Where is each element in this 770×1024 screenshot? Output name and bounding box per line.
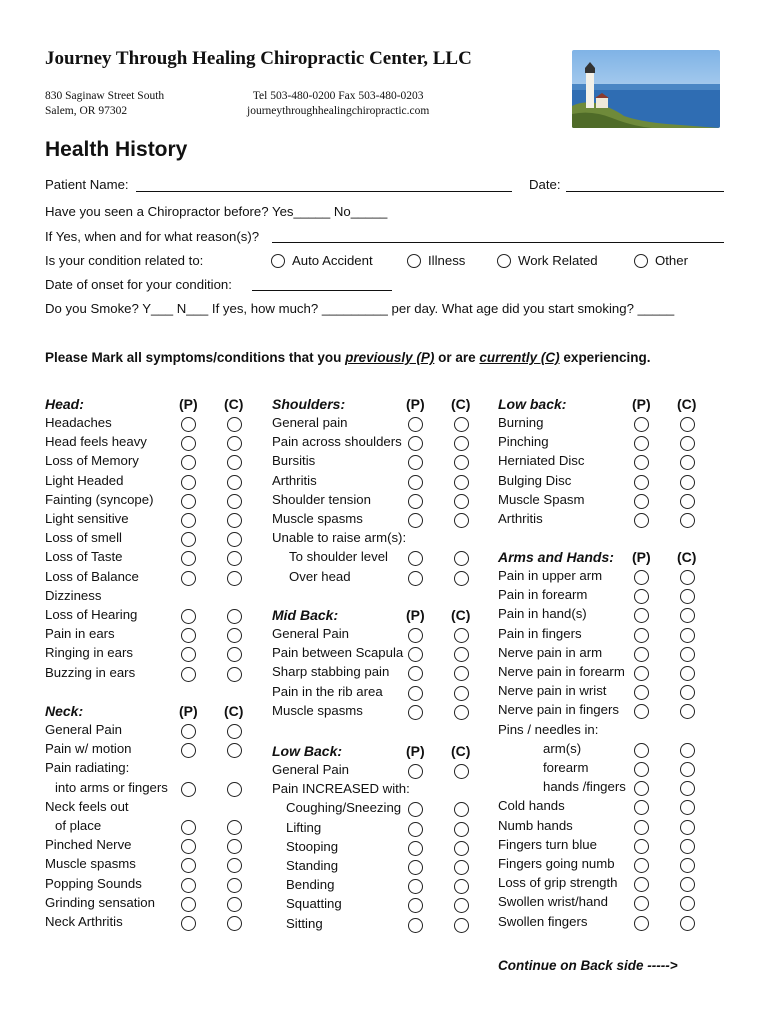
symptom-label: Pain across shoulders <box>272 434 402 450</box>
symptom-p-radio[interactable] <box>181 647 196 662</box>
symptom-label: forearm <box>543 760 589 775</box>
symptom-c-radio[interactable] <box>454 475 469 490</box>
symptom-label: General Pain <box>272 626 349 641</box>
symptom-c-radio[interactable] <box>680 589 695 604</box>
symptom-label: Numb hands <box>498 817 573 833</box>
symptom-p-radio[interactable] <box>181 571 196 586</box>
symptom-c-radio[interactable] <box>680 513 695 528</box>
symptom-label: Shoulder tension <box>272 491 371 507</box>
symptom-p-radio[interactable] <box>408 666 423 681</box>
symptom-label: Neck feels out <box>45 798 129 814</box>
symptom-label: Swollen fingers <box>498 913 588 929</box>
symptom-label: Muscle spasms <box>45 856 136 872</box>
symptom-p-radio[interactable] <box>408 860 423 875</box>
symptom-p-radio[interactable] <box>634 896 649 911</box>
practice-title: Journey Through Healing Chiropractic Center, LLC <box>45 48 472 69</box>
section-title-arms_hands: Arms and Hands: <box>498 549 614 565</box>
condition-option-label: Illness <box>428 253 466 268</box>
phone-fax: Tel 503-480-0200 Fax 503-480-0203 <box>252 90 424 102</box>
condition-option-other[interactable] <box>634 253 688 268</box>
col-header-c: (C) <box>224 703 244 719</box>
symptom-c-radio[interactable] <box>227 743 242 758</box>
symptom-p-radio[interactable] <box>408 551 423 566</box>
symptom-p-radio[interactable] <box>181 551 196 566</box>
condition-label: Is your condition related to: <box>45 253 204 268</box>
symptom-p-radio[interactable] <box>181 436 196 451</box>
symptom-c-radio[interactable] <box>454 841 469 856</box>
symptom-label: Arthritis <box>272 472 317 488</box>
date-field[interactable] <box>566 191 724 192</box>
symptom-label: Loss of Balance <box>45 568 139 584</box>
symptom-p-radio[interactable] <box>408 436 423 451</box>
symptom-p-radio[interactable] <box>408 898 423 913</box>
symptom-label: Loss of grip strength <box>498 875 618 891</box>
symptom-label: Cold hands <box>498 798 565 814</box>
symptom-label: Sitting <box>286 915 323 931</box>
symptom-c-radio[interactable] <box>680 436 695 451</box>
symptom-label: Loss of smell <box>45 530 122 546</box>
symptom-p-radio[interactable] <box>634 685 649 700</box>
symptom-p-radio[interactable] <box>181 628 196 643</box>
symptom-c-radio[interactable] <box>454 879 469 894</box>
col-header-p: (P) <box>406 607 425 623</box>
symptom-p-radio[interactable] <box>181 897 196 912</box>
symptom-label: Neck Arthritis <box>45 914 123 929</box>
symptom-label: Fingers going numb <box>498 856 615 871</box>
symptom-c-radio[interactable] <box>227 897 242 912</box>
symptom-label: Pain between Scapula <box>272 645 404 661</box>
symptom-c-radio[interactable] <box>454 417 469 432</box>
condition-option-work[interactable] <box>497 253 598 268</box>
symptom-label: Bending <box>286 877 335 893</box>
instructions <box>45 350 650 365</box>
symptom-c-radio[interactable] <box>680 647 695 662</box>
symptom-p-radio[interactable] <box>408 822 423 837</box>
symptom-c-radio[interactable] <box>680 666 695 681</box>
symptom-label: Fainting (syncope) <box>45 491 154 507</box>
symptom-label: Light sensitive <box>45 511 129 526</box>
symptom-label: Squatting <box>286 896 342 912</box>
symptom-p-radio[interactable] <box>408 475 423 490</box>
symptom-label: Muscle spasms <box>272 702 363 718</box>
symptom-p-radio[interactable] <box>634 570 649 585</box>
symptom-c-radio[interactable] <box>454 666 469 681</box>
if-yes-label: If Yes, when and for what reason(s)? <box>45 229 260 244</box>
symptom-c-radio[interactable] <box>680 858 695 873</box>
symptom-label: Burning <box>498 415 544 430</box>
section-title-head: Head: <box>45 396 84 412</box>
symptom-p-radio[interactable] <box>408 764 423 779</box>
contact-block <box>247 89 429 119</box>
symptom-label: Bulging Disc <box>498 472 572 488</box>
symptom-p-radio[interactable] <box>634 916 649 931</box>
symptom-p-radio[interactable] <box>634 820 649 835</box>
symptom-label: Loss of Taste <box>45 549 123 565</box>
symptom-c-radio[interactable] <box>680 475 695 490</box>
symptom-c-radio[interactable] <box>454 571 469 586</box>
symptom-c-radio[interactable] <box>680 896 695 911</box>
symptom-label: Pain in hand(s) <box>498 606 587 622</box>
address-line2: Salem, OR 97302 <box>45 105 128 117</box>
symptom-c-radio[interactable] <box>227 532 242 547</box>
symptom-label: Headaches <box>45 415 112 430</box>
symptom-label: Unable to raise arm(s): <box>272 530 407 546</box>
symptom-label: Loss of Hearing <box>45 607 138 622</box>
symptom-c-radio[interactable] <box>680 608 695 623</box>
symptom-p-radio[interactable] <box>634 436 649 451</box>
symptom-p-radio[interactable] <box>634 513 649 528</box>
symptom-label: Nerve pain in forearm <box>498 664 625 679</box>
symptom-p-radio[interactable] <box>181 417 196 432</box>
symptom-label: Nerve pain in fingers <box>498 702 619 718</box>
instr-prefix: Please Mark all symptoms/conditions that you <box>45 350 346 365</box>
col-header-p: (P) <box>406 396 425 412</box>
instr-previously: previously (P) <box>345 350 435 365</box>
symptom-c-radio[interactable] <box>227 878 242 893</box>
symptom-c-radio[interactable] <box>454 898 469 913</box>
symptom-p-radio[interactable] <box>408 628 423 643</box>
section-title-neck: Neck: <box>45 703 84 719</box>
symptom-p-radio[interactable] <box>634 455 649 470</box>
section-title-low_back_right: Low back: <box>498 396 567 412</box>
col-header-c: (C) <box>451 743 471 759</box>
col-header-p: (P) <box>179 396 198 412</box>
symptom-p-radio[interactable] <box>634 647 649 662</box>
smoke-question[interactable]: Do you Smoke? Y___ N___ If yes, how much? _________ per day. What age did you start smoking? _____ <box>45 301 675 316</box>
symptom-c-radio[interactable] <box>227 551 242 566</box>
symptom-c-radio[interactable] <box>680 916 695 931</box>
address-line1: 830 Saginaw Street South <box>45 90 165 102</box>
symptom-p-radio[interactable] <box>181 532 196 547</box>
symptom-label: Head feels heavy <box>45 434 147 450</box>
symptom-p-radio[interactable] <box>181 878 196 893</box>
symptom-c-radio[interactable] <box>454 647 469 662</box>
symptom-c-radio[interactable] <box>227 436 242 451</box>
symptom-label: Loss of Memory <box>45 453 139 469</box>
symptom-p-radio[interactable] <box>181 839 196 854</box>
onset-field[interactable] <box>252 290 392 291</box>
symptom-label: into arms or fingers <box>55 779 168 795</box>
symptom-label: Pain w/ motion <box>45 741 132 757</box>
symptom-p-radio[interactable] <box>634 800 649 815</box>
symptom-c-radio[interactable] <box>680 455 695 470</box>
symptom-label: Pain in forearm <box>498 587 588 603</box>
symptom-p-radio[interactable] <box>634 743 649 758</box>
symptom-p-radio[interactable] <box>181 494 196 509</box>
instr-currently: currently (C) <box>479 350 560 365</box>
symptom-c-radio[interactable] <box>680 704 695 719</box>
symptom-label: Pins / needles in: <box>498 721 599 737</box>
symptom-label: Over head <box>289 568 351 584</box>
symptom-p-radio[interactable] <box>408 571 423 586</box>
symptom-p-radio[interactable] <box>408 455 423 470</box>
symptom-c-radio[interactable] <box>454 513 469 528</box>
symptom-c-radio[interactable] <box>227 494 242 509</box>
instr-suffix: experiencing. <box>559 350 651 365</box>
patient-name-label: Patient Name: <box>45 177 129 192</box>
symptom-label: Nerve pain in arm <box>498 644 603 660</box>
symptom-p-radio[interactable] <box>634 628 649 643</box>
symptom-p-radio[interactable] <box>634 781 649 796</box>
condition-option-illness[interactable] <box>407 253 465 268</box>
symptom-p-radio[interactable] <box>181 782 196 797</box>
symptom-c-radio[interactable] <box>454 436 469 451</box>
symptom-label: To shoulder level <box>289 549 388 565</box>
symptom-c-radio[interactable] <box>227 571 242 586</box>
radio-icon[interactable] <box>634 254 648 268</box>
symptom-c-radio[interactable] <box>680 685 695 700</box>
symptom-label: Pain in ears <box>45 626 115 642</box>
if-yes-field[interactable] <box>272 242 724 243</box>
symptom-p-radio[interactable] <box>181 858 196 873</box>
symptom-c-radio[interactable] <box>680 494 695 509</box>
symptom-c-radio[interactable] <box>680 781 695 796</box>
col-header-p: (P) <box>406 743 425 759</box>
col-header-c: (C) <box>451 396 471 412</box>
symptom-label: Ringing in ears <box>45 645 133 661</box>
continue-note: Continue on Back side -----> <box>498 958 678 973</box>
date-label: Date: <box>529 177 561 192</box>
symptom-p-radio[interactable] <box>634 475 649 490</box>
symptom-p-radio[interactable] <box>181 609 196 624</box>
col-header-p: (P) <box>632 396 651 412</box>
symptom-p-radio[interactable] <box>408 494 423 509</box>
symptom-p-radio[interactable] <box>634 704 649 719</box>
symptom-c-radio[interactable] <box>454 551 469 566</box>
symptom-p-radio[interactable] <box>181 475 196 490</box>
symptom-c-radio[interactable] <box>227 916 242 931</box>
symptom-p-radio[interactable] <box>408 879 423 894</box>
col-header-c: (C) <box>677 549 697 565</box>
symptom-label: Pinching <box>498 434 549 450</box>
col-header-p: (P) <box>632 549 651 565</box>
symptom-label: Swollen wrist/hand <box>498 894 608 910</box>
symptom-label: Light Headed <box>45 472 124 488</box>
symptom-label: Herniated Disc <box>498 453 585 469</box>
patient-name-field[interactable] <box>136 191 512 192</box>
symptom-c-radio[interactable] <box>227 858 242 873</box>
symptom-p-radio[interactable] <box>408 705 423 720</box>
symptom-c-radio[interactable] <box>680 628 695 643</box>
symptom-label: Fingers turn blue <box>498 836 597 852</box>
symptom-c-radio[interactable] <box>680 839 695 854</box>
symptom-p-radio[interactable] <box>408 417 423 432</box>
symptom-p-radio[interactable] <box>634 589 649 604</box>
symptom-p-radio[interactable] <box>634 417 649 432</box>
symptom-c-radio[interactable] <box>227 455 242 470</box>
address-block <box>45 89 164 119</box>
symptom-c-radio[interactable] <box>227 475 242 490</box>
lighthouse-photo <box>572 50 720 128</box>
symptom-c-radio[interactable] <box>227 647 242 662</box>
symptom-c-radio[interactable] <box>680 743 695 758</box>
symptom-p-radio[interactable] <box>181 916 196 931</box>
symptom-label: Standing <box>286 858 339 873</box>
symptom-c-radio[interactable] <box>227 513 242 528</box>
symptom-p-radio[interactable] <box>634 762 649 777</box>
symptom-c-radio[interactable] <box>454 764 469 779</box>
symptom-p-radio[interactable] <box>408 647 423 662</box>
symptom-c-radio[interactable] <box>454 705 469 720</box>
symptom-label: Buzzing in ears <box>45 664 136 680</box>
symptom-c-radio[interactable] <box>227 609 242 624</box>
symptom-label: Pain radiating: <box>45 760 130 776</box>
symptom-p-radio[interactable] <box>408 513 423 528</box>
symptom-label: Pain in upper arm <box>498 568 603 583</box>
symptom-label: Coughing/Sneezing <box>286 800 402 816</box>
symptom-c-radio[interactable] <box>227 839 242 854</box>
condition-option-label: Other <box>655 253 688 268</box>
radio-icon[interactable] <box>497 254 511 268</box>
symptom-p-radio[interactable] <box>634 877 649 892</box>
col-header-c: (C) <box>677 396 697 412</box>
col-header-p: (P) <box>179 703 198 719</box>
symptom-label: General pain <box>272 415 348 430</box>
symptom-label: Stooping <box>286 838 339 854</box>
symptom-p-radio[interactable] <box>181 743 196 758</box>
symptom-c-radio[interactable] <box>454 686 469 701</box>
symptom-label: Nerve pain in wrist <box>498 683 607 699</box>
symptom-label: arm(s) <box>543 740 582 756</box>
symptom-c-radio[interactable] <box>680 417 695 432</box>
symptom-p-radio[interactable] <box>634 494 649 509</box>
symptom-label: hands /fingers <box>543 779 626 795</box>
symptom-c-radio[interactable] <box>680 820 695 835</box>
symptom-c-radio[interactable] <box>680 877 695 892</box>
symptom-p-radio[interactable] <box>408 841 423 856</box>
symptom-label: Arthritis <box>498 511 543 526</box>
symptom-c-radio[interactable] <box>227 820 242 835</box>
symptom-c-radio[interactable] <box>454 455 469 470</box>
symptom-label: Muscle Spasm <box>498 491 585 507</box>
symptom-c-radio[interactable] <box>227 628 242 643</box>
symptom-label: Muscle spasms <box>272 511 363 526</box>
symptom-c-radio[interactable] <box>454 802 469 817</box>
condition-option-label: Work Related <box>518 253 598 268</box>
symptom-p-radio[interactable] <box>181 724 196 739</box>
symptom-label: Pain in fingers <box>498 625 582 641</box>
symptom-label: Pain INCREASED with: <box>272 781 410 797</box>
symptom-c-radio[interactable] <box>454 822 469 837</box>
section-title-shoulders: Shoulders: <box>272 396 346 412</box>
symptom-c-radio[interactable] <box>680 800 695 815</box>
symptom-p-radio[interactable] <box>408 802 423 817</box>
section-title-low_back_mid: Low Back: <box>272 743 343 759</box>
onset-label: Date of onset for your condition: <box>45 277 232 292</box>
radio-icon[interactable] <box>271 254 285 268</box>
symptom-label: of place <box>55 818 102 833</box>
symptom-c-radio[interactable] <box>227 782 242 797</box>
instr-middle: or are <box>434 350 480 365</box>
seen-chiro-question[interactable]: Have you seen a Chiropractor before? Yes_____ No_____ <box>45 204 388 219</box>
symptom-p-radio[interactable] <box>634 608 649 623</box>
symptom-c-radio[interactable] <box>454 860 469 875</box>
symptom-p-radio[interactable] <box>181 455 196 470</box>
symptom-c-radio[interactable] <box>227 417 242 432</box>
condition-option-label: Auto Accident <box>292 253 373 268</box>
symptom-c-radio[interactable] <box>454 628 469 643</box>
col-header-c: (C) <box>451 607 471 623</box>
symptom-p-radio[interactable] <box>634 858 649 873</box>
symptom-label: Pain in the rib area <box>272 683 383 699</box>
symptom-p-radio[interactable] <box>181 667 196 682</box>
symptom-c-radio[interactable] <box>227 724 242 739</box>
symptom-p-radio[interactable] <box>181 820 196 835</box>
symptom-label: Sharp stabbing pain <box>272 664 390 680</box>
symptom-label: General Pain <box>272 762 349 777</box>
symptom-label: Bursitis <box>272 453 316 469</box>
symptom-c-radio[interactable] <box>454 918 469 933</box>
col-header-c: (C) <box>224 396 244 412</box>
symptom-c-radio[interactable] <box>227 667 242 682</box>
symptom-p-radio[interactable] <box>181 513 196 528</box>
symptom-label: Grinding sensation <box>45 894 155 910</box>
symptom-c-radio[interactable] <box>680 762 695 777</box>
condition-option-auto[interactable] <box>271 253 373 268</box>
symptom-p-radio[interactable] <box>634 666 649 681</box>
radio-icon[interactable] <box>407 254 421 268</box>
symptom-label: Dizziness <box>45 587 102 603</box>
symptom-label: Popping Sounds <box>45 875 142 891</box>
symptom-c-radio[interactable] <box>680 570 695 585</box>
symptom-c-radio[interactable] <box>454 494 469 509</box>
symptom-label: General Pain <box>45 722 122 737</box>
website: journeythroughhealingchiropractic.com <box>247 105 430 117</box>
symptom-label: Pinched Nerve <box>45 837 132 853</box>
symptom-p-radio[interactable] <box>634 839 649 854</box>
page-title: Health History <box>45 138 188 161</box>
section-title-mid_back: Mid Back: <box>272 607 339 623</box>
symptom-p-radio[interactable] <box>408 918 423 933</box>
symptom-label: Lifting <box>286 819 322 835</box>
symptom-p-radio[interactable] <box>408 686 423 701</box>
